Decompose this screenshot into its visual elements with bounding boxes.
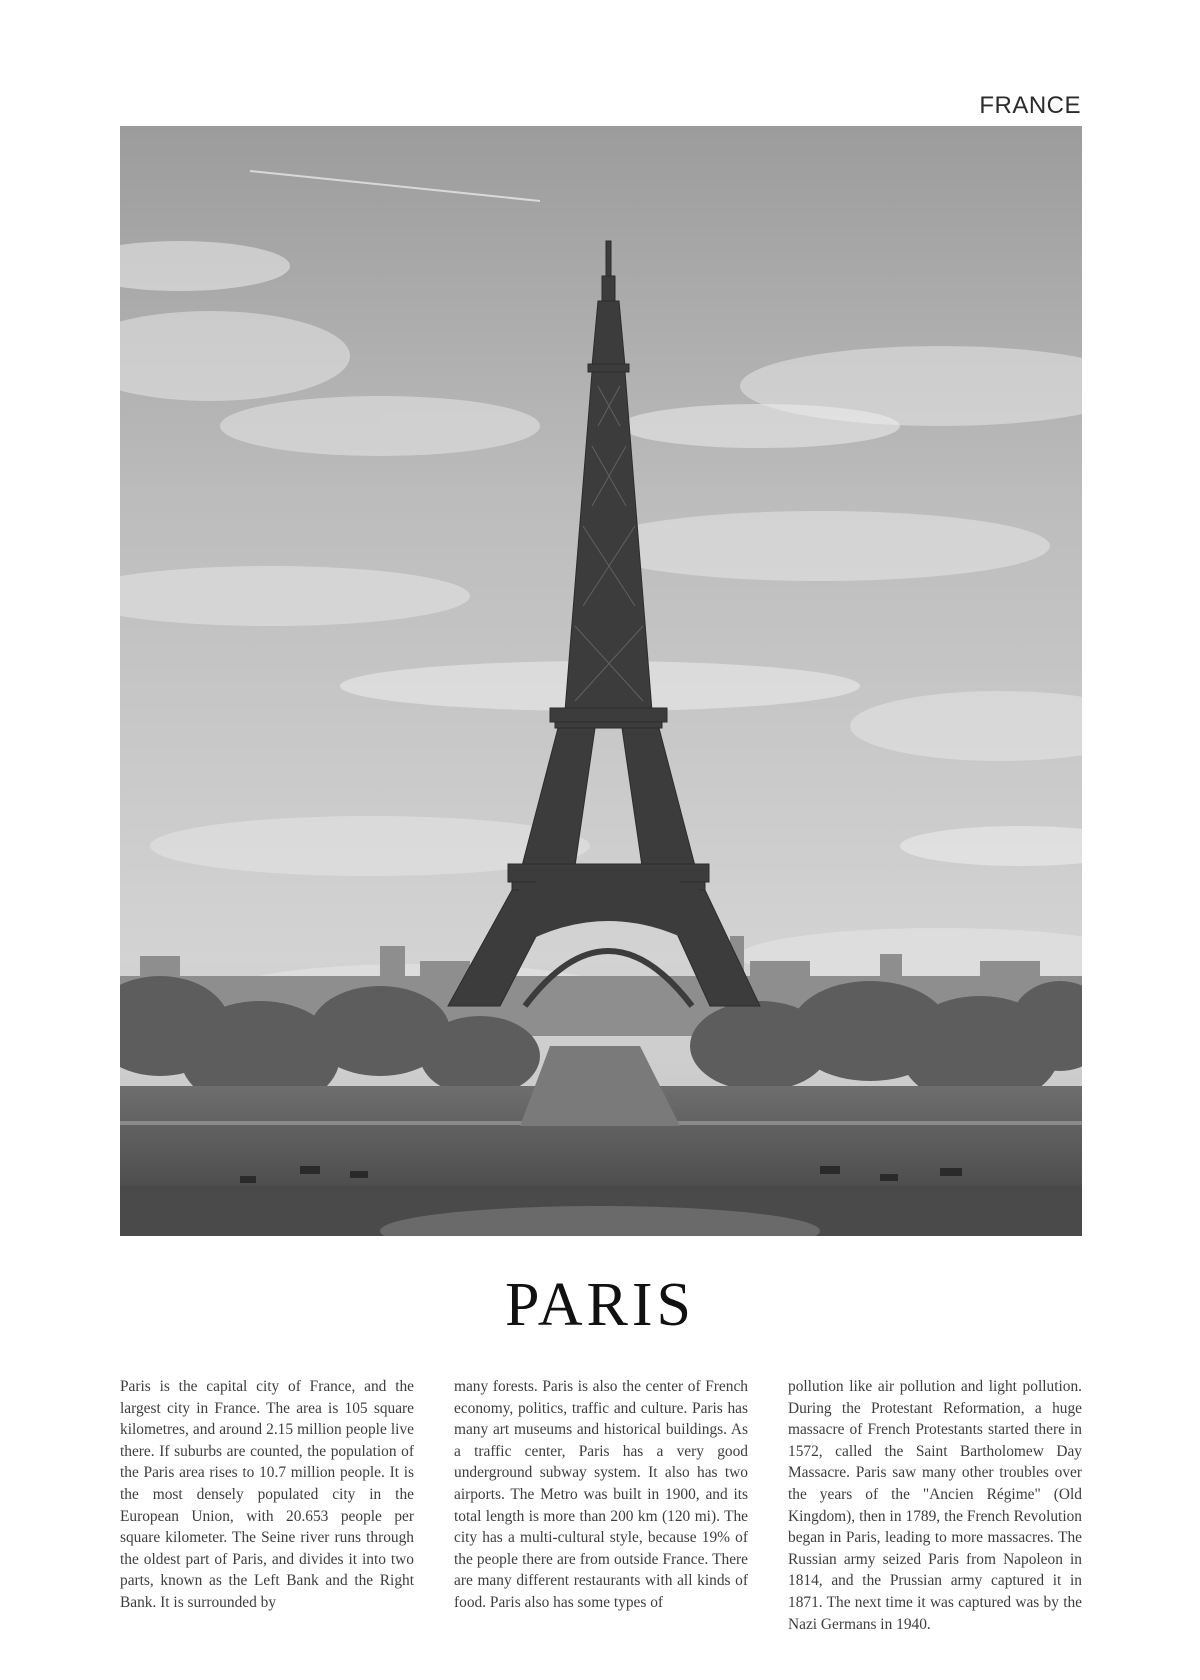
country-label: FRANCE — [979, 92, 1081, 119]
text-column-3: pollution like air pollution and light pollution. During the Protestant Reformation, a huge massacre of French Protestants started there in 1572, called the Saint Bartholomew Day Massacre. Paris saw many other troubles over the years of the "Ancien Régime" (Old Kingdom), then in 1789, the French Revolution began in Paris, leading to more massacres. The Russian army seized Paris from Napoleon in 1814, and the Prussian army captured it in 1871. The next time it was captured was by the Nazi Germans in 1940. — [788, 1378, 1082, 1633]
text-column-2: many forests. Paris is also the center of French economy, politics, traffic and culture. Paris has many art museums and historical buildings. As a traffic center, Paris has a very good underground subway system. It also has two airports. The Metro was built in 1900, and its total length is more than 200 km (120 mi). The city has a multi-cultural style, because 19% of the people there are from outside France. There are many different restaurants with all kinds of food. Paris also has some types of — [454, 1378, 748, 1611]
body-text — [120, 1376, 1082, 1635]
eiffel-tower-photo — [120, 126, 1082, 1236]
page-title: PARIS — [504, 1271, 696, 1339]
text-column-1: Paris is the capital city of France, and the largest city in France. The area is 105 square kilometres, and around 2.15 million people live there. If suburbs are counted, the population of the Paris area rises to 10.7 million people. It is the most densely populated city in the European Union, with 20.653 people per square kilometer. The Seine river runs through the oldest part of Paris, and divides it into two parts, known as the Left Bank and the Right Bank. It is surrounded by — [120, 1378, 414, 1611]
